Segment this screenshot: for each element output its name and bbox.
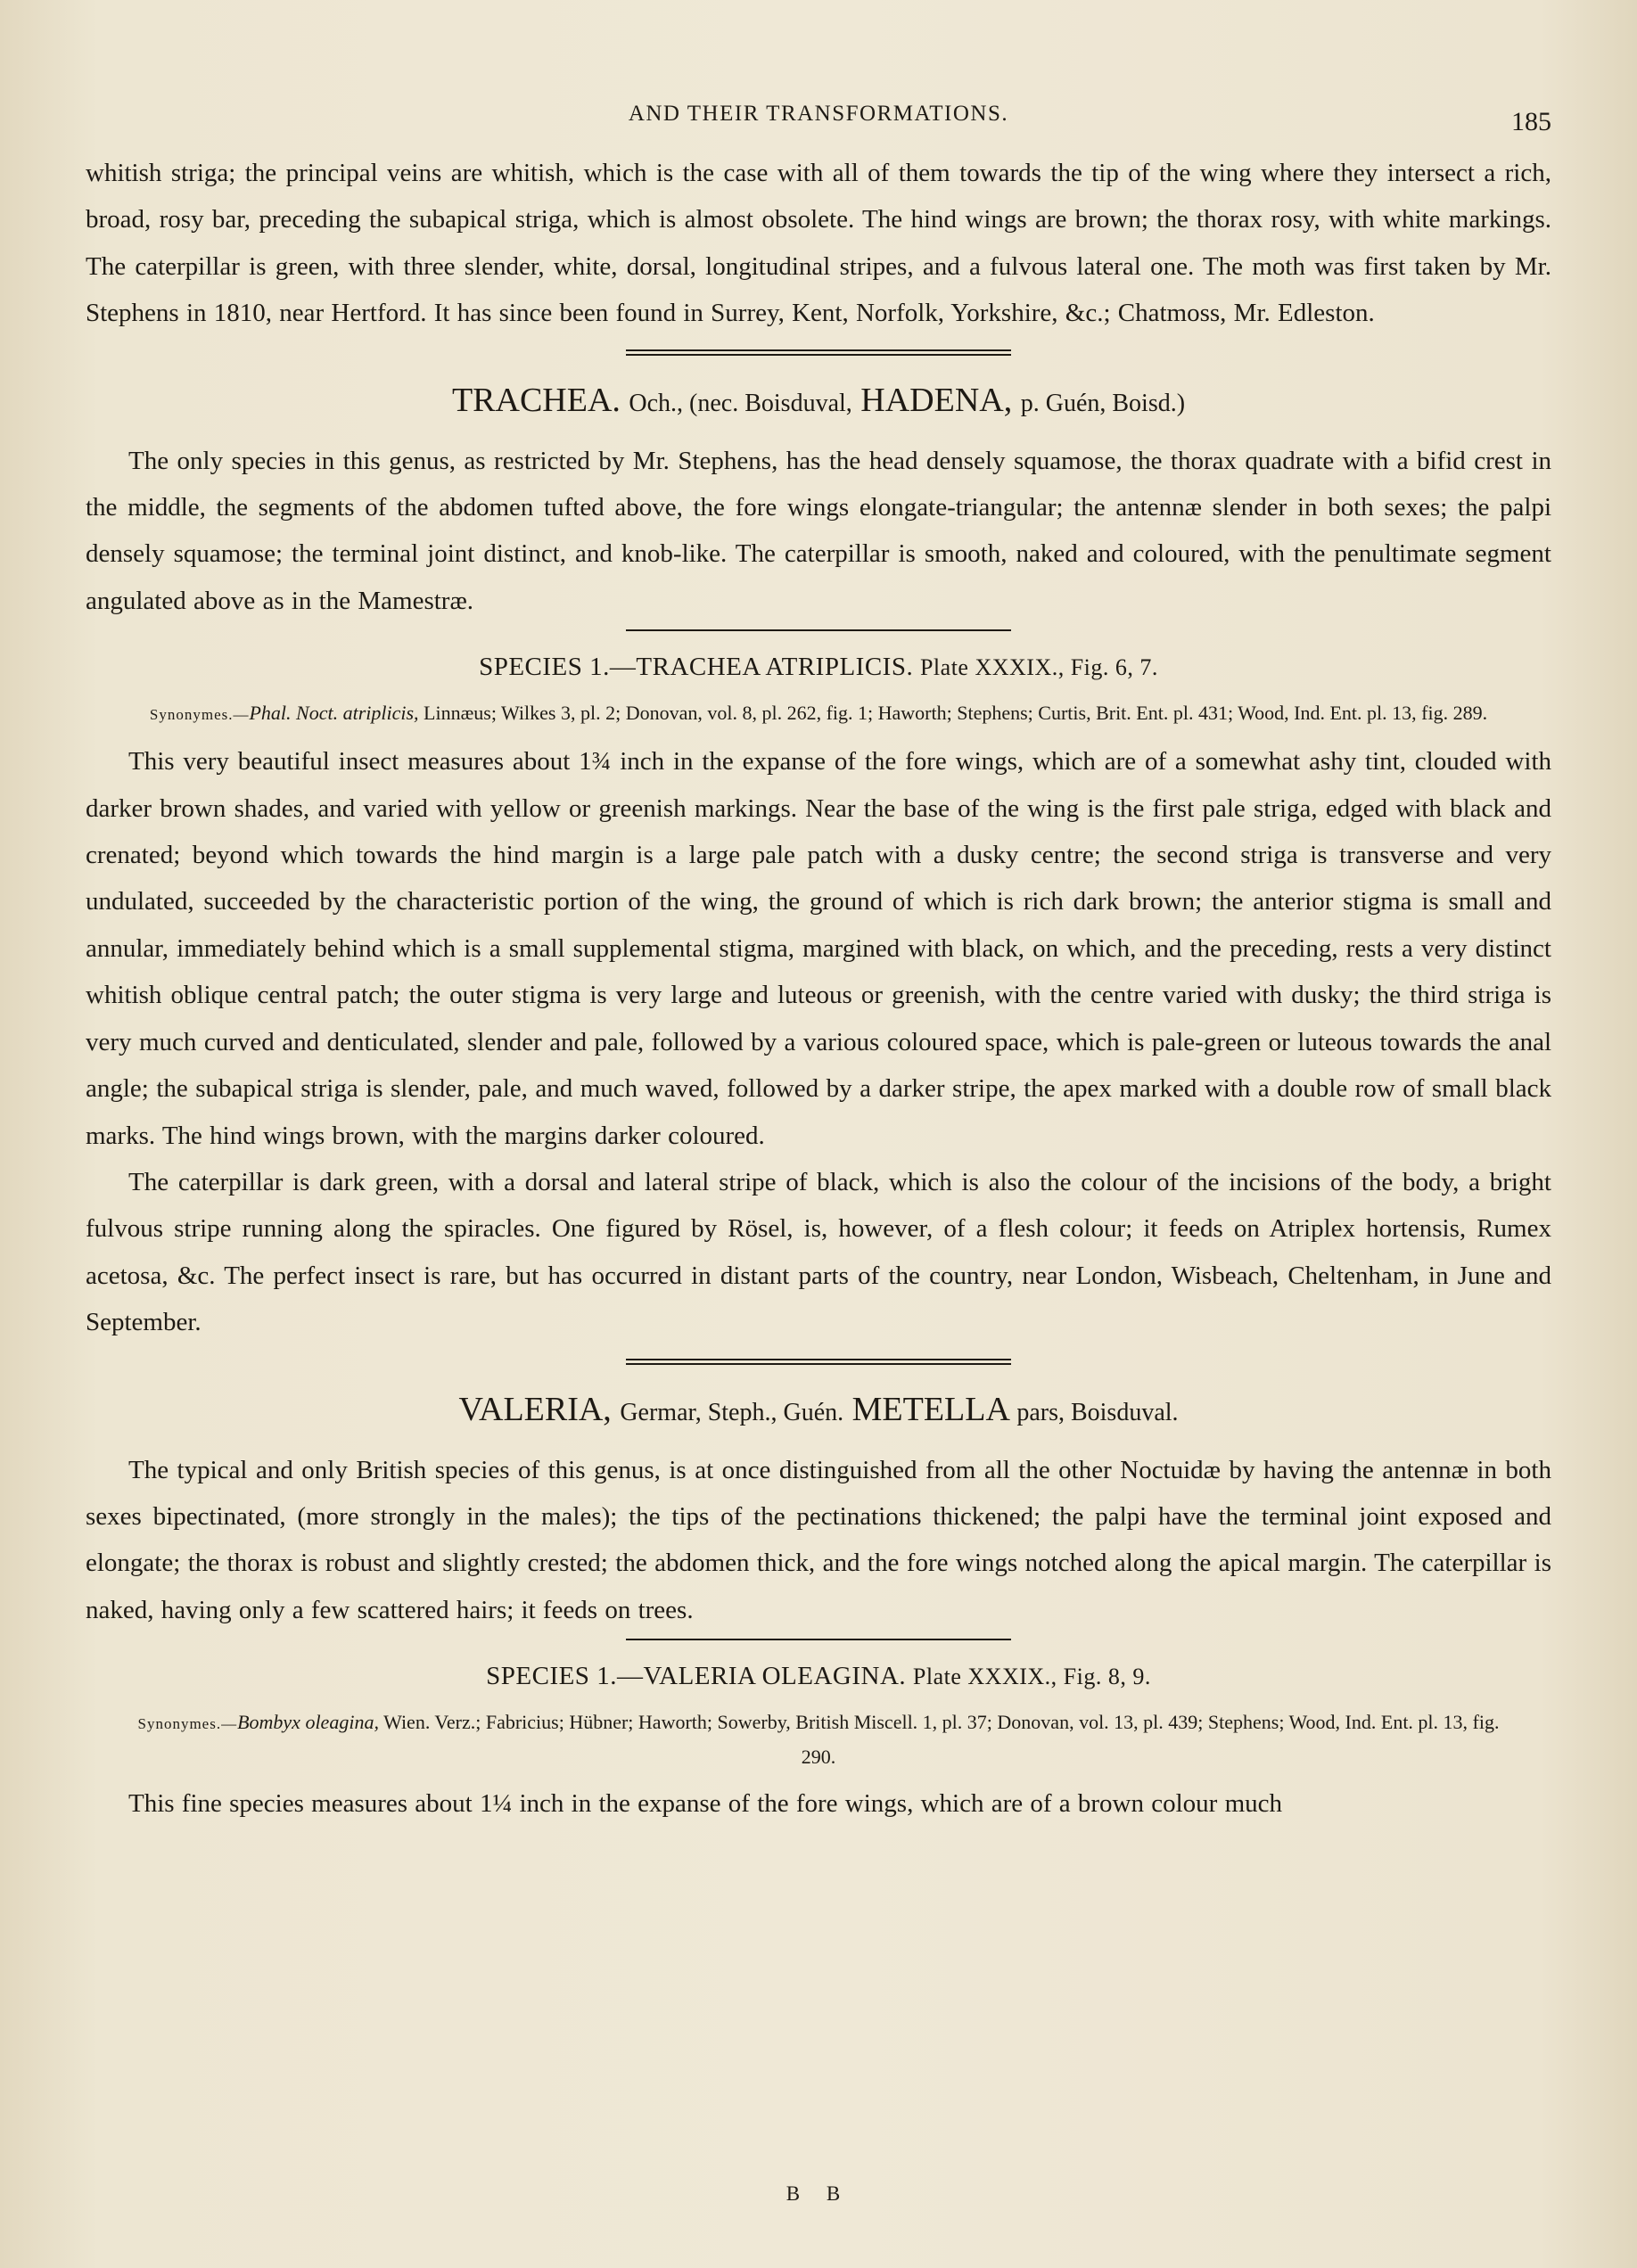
synonymes-valeria (121, 1705, 1516, 1773)
species-description: This fine species measures about 1¼ inch in the expanse of the fore wings, which are of a brown colour much (128, 1789, 1283, 1819)
synonymes-name: Bombyx oleagina, (237, 1711, 379, 1734)
genus-name: VALERIA, (458, 1390, 612, 1428)
synonymes-name: Phal. Noct. atriplicis, (249, 702, 419, 725)
genus-description: The typical and only British species of this genus, is at once distinguished from all the other Noctuidæ by having the antennæ in both sexes bipectinated, (more strongly in the males); the tips of the pectinations thickened; the palpi have the terminal joint exposed and elongate; the thorax is robust and slightly crested; the abdomen thick, and the fore wings notched along the apical margin. The caterpillar is naked, having only a few scattered hairs; it feeds on trees. (86, 1455, 1551, 1624)
genus-authority: Germar, Steph., Guén. (620, 1398, 844, 1426)
genus-alt-authority: p. Guén, Boisd.) (1020, 389, 1186, 417)
page-body (86, 150, 1551, 1828)
species-title: SPECIES 1.—TRACHEA ATRIPLICIS. (479, 653, 914, 682)
section-divider (626, 1359, 1011, 1365)
genus-alt-authority: pars, Boisduval. (1016, 1398, 1179, 1426)
synonymes-label: Synonymes.— (137, 1715, 238, 1733)
section-divider (626, 1639, 1011, 1640)
species-plate: Plate XXXIX., Fig. 6, 7. (919, 654, 1158, 681)
synonymes-label: Synonymes.— (149, 706, 250, 724)
synonymes-trachea (121, 696, 1516, 731)
species-description: This very beautiful insect measures about 1¾ inch in the expanse of the fore wings, which are of a somewhat ashy tint, clouded with darker brown shades, and varied with yellow or greenish markings. Near the base of the wing is the first pale striga, edged with black and crenated; beyond which towards the hind margin is a large pale patch with a dusky centre; the second striga is transverse and very undulated, succeeded by the characteristic portion of the wing, the ground of which is rich dark brown; the anterior stigma is small and annular, immediately behind which is a small supplemental stigma, margined with black, on which, and the preceding, rests a very distinct whitish oblique central patch; the outer stigma is very large and luteous or greenish, with the centre varied with dusky; the third striga is very much curved and denticulated, slender and pale, followed by a various coloured space, which is pale-green or luteous towards the anal angle; the subapical striga is slender, pale, and much waved, followed by a darker stripe, the apex marked with a double row of small black marks. The hind wings brown, with the margins darker coloured. (86, 747, 1551, 1150)
species-heading-trachea (86, 645, 1551, 689)
genus-heading-valeria (86, 1386, 1551, 1436)
running-head: AND THEIR TRANSFORMATIONS. (628, 102, 1009, 126)
intro-paragraph: whitish striga; the principal veins are whitish, which is the case with all of them towards the tip of the wing where they intersect a rich, broad, rosy bar, preceding the subapical striga, which is almost obsolete. The hind wings are brown; the thorax rosy, with white markings. The caterpillar is green, with three slender, white, dorsal, longitudinal stripes, and a fulvous lateral one. The moth was first taken by Mr. Stephens in 1810, near Hertford. It has since been found in Surrey, Kent, Norfolk, Yorkshire, &c.; Chatmoss, Mr. Edleston. (86, 159, 1551, 328)
genus-alt-name: METELLA (851, 1390, 1008, 1428)
section-divider (626, 629, 1011, 631)
page-number: 185 (1511, 107, 1551, 136)
genus-authority: Och., (nec. Boisduval, (629, 389, 852, 417)
section-divider (626, 349, 1011, 356)
synonymes-references: Linnæus; Wilkes 3, pl. 2; Donovan, vol. 8, pl. 262, fig. 1; Haworth; Stephens; Curtis, Brit. Ent. pl. 431; Wood, Ind. Ent. pl. 13, fig. 289. (424, 702, 1488, 725)
genus-description: The only species in this genus, as restricted by Mr. Stephens, has the head densely squamose, the thorax quadrate with a bifid crest in the middle, the segments of the abdomen tufted above, the fore wings elongate-triangular; the antennæ slender in both sexes; the palpi densely squamose; the terminal joint distinct, and knob-like. The caterpillar is smooth, naked and coloured, with the penultimate segment angulated above as in the Mamestræ. (86, 446, 1551, 615)
genus-heading-trachea (86, 377, 1551, 427)
caterpillar-description: The caterpillar is dark green, with a dorsal and lateral stripe of black, which is also the colour of the incisions of the body, a bright fulvous stripe running along the spiracles. One figured by Rösel, is, however, of a flesh colour; it feeds on Atriplex hortensis, Rumex acetosa, &c. The perfect insect is rare, but has occurred in distant parts of the country, near London, Wisbeach, Cheltenham, in June and September. (86, 1167, 1551, 1337)
species-plate: Plate XXXIX., Fig. 8, 9. (912, 1664, 1151, 1690)
printer-signature: B B (786, 2182, 851, 2205)
genus-name: TRACHEA. (451, 381, 621, 419)
genus-alt-name: HADENA, (860, 381, 1013, 419)
species-title: SPECIES 1.—VALERIA OLEAGINA. (486, 1662, 907, 1691)
synonymes-references: Wien. Verz.; Fabricius; Hübner; Haworth; Sowerby, British Miscell. 1, pl. 37; Donovan, vol. 13, pl. 439; Stephens; Wood, Ind. Ent. pl. 13, fig. 290. (383, 1711, 1500, 1769)
page-header (0, 96, 1637, 141)
species-heading-valeria (86, 1655, 1551, 1698)
